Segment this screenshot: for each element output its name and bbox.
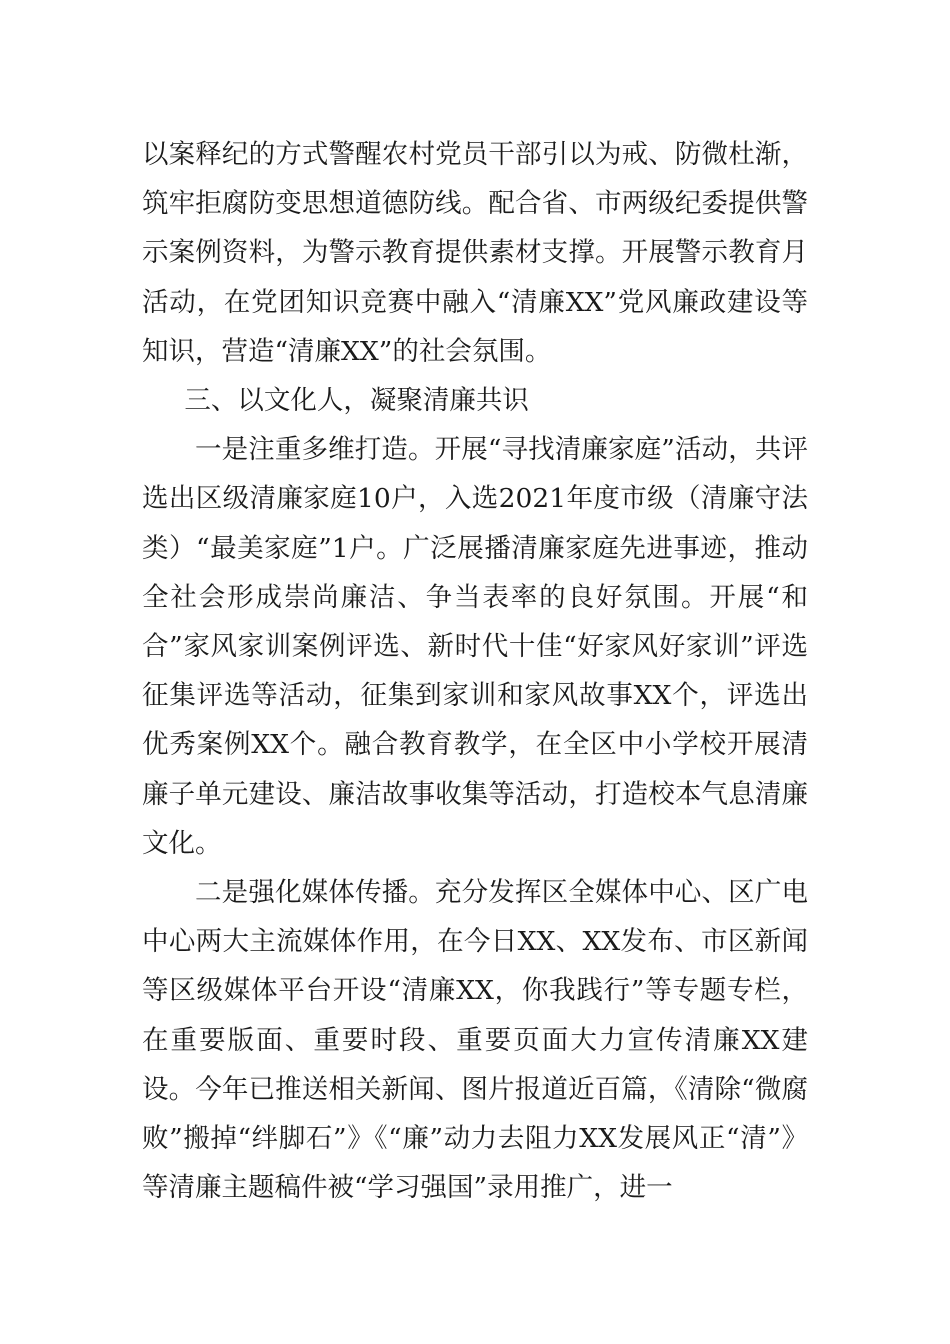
document-body [142, 130, 808, 1212]
paragraph-continued: 以案释纪的方式警醒农村党员干部引以为戒、防微杜渐，筑牢拒腐防变思想道德防线。配合省、市两级纪委提供警示案例资料，为警示教育提供素材支撑。开展警示教育月活动，在党团知识竞赛中融入“清廉XX”党风廉政建设等知识，营造“清廉XX”的社会氛围。 [142, 139, 808, 367]
paragraph-family-culture: 一是注重多维打造。开展“寻找清廉家庭”活动，共评选出区级清廉家庭10户，入选2021年度市级（清廉守法类）“最美家庭”1户。广泛展播清廉家庭先进事迹，推动全社会形成崇尚廉洁、争当表率的良好氛围。开展“和合”家风家训案例评选、新时代十佳“好家风好家训”评选征集评选等活动，征集到家训和家风故事XX个，评选出优秀案例XX个。融合教育教学，在全区中小学校开展清廉子单元建设、廉洁故事收集等活动，打造校本气息清廉文化。 [142, 434, 808, 859]
section-heading: 三、以文化人，凝聚清廉共识 [184, 385, 529, 417]
paragraph-media-publicity: 二是强化媒体传播。充分发挥区全媒体中心、区广电中心两大主流媒体作用，在今日XX、XX发布、市区新闻等区级媒体平台开设“清廉XX，你我践行”等专题专栏，在重要版面、重要时段、重要页面大力宣传清廉XX建设。今年已推送相关新闻、图片报道近百篇，《清除“微腐败”搬掉“绊脚石”》《“廉”动力去阻力XX发展风正“清”》等清廉主题稿件被“学习强国”录用推广，进一 [142, 877, 808, 1204]
